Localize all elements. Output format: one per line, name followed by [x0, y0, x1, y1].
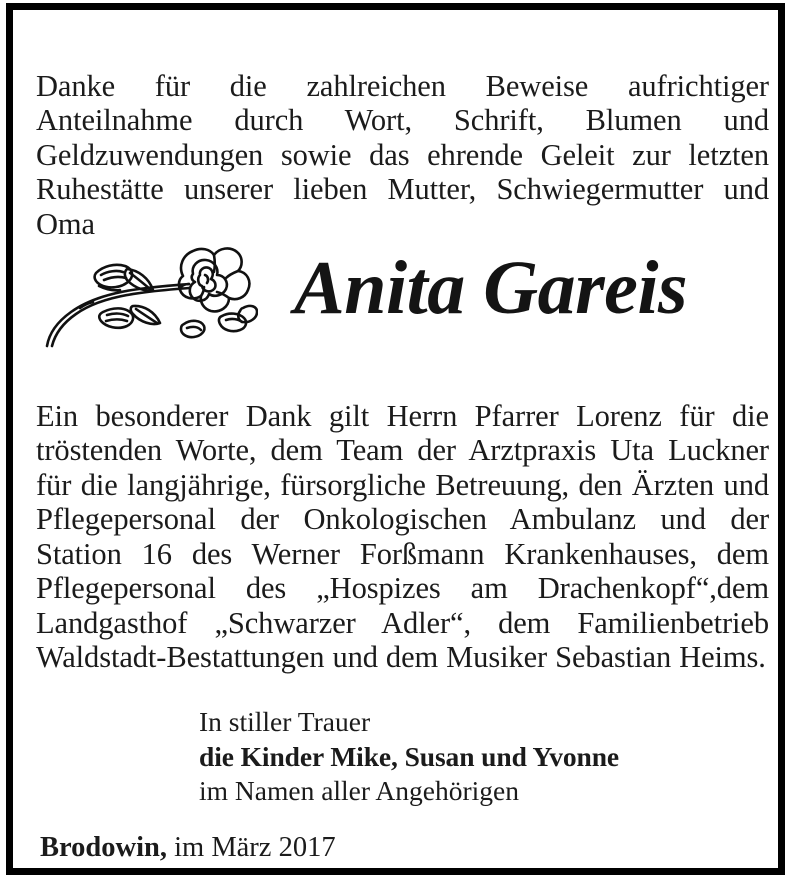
- deceased-name: Anita Gareis: [294, 246, 688, 330]
- mourners-line-relatives: im Namen aller Angehörigen: [199, 775, 519, 806]
- footer-place-and-date: [40, 831, 336, 865]
- name-and-ornament-row: [36, 238, 769, 358]
- notice-inner: [13, 10, 778, 868]
- footer-place: Brodowin,: [40, 832, 167, 863]
- mourners-line-in-stiller-trauer: In stiller Trauer: [199, 706, 371, 737]
- mourners-block: [199, 705, 619, 809]
- opening-paragraph: Danke für die zahlreichen Beweise aufrichtiger Anteilnahme durch Wort, Schrift, Blumen und Geldzuwendungen sowie das ehrende Geleit zur letzten Ruhestätte unserer lieben Mutter, Schwiegermutter und Oma: [36, 68, 769, 241]
- thanks-paragraph: Ein besonderer Dank gilt Herrn Pfarrer Lorenz für die tröstenden Worte, dem Team der Arztpraxis Uta Luckner für die langjährige, fürsorgliche Betreuung, den Ärzten und Pflegepersonal der Onkologischen Ambulanz und der Station 16 des Werner Forßmann Krankenhauses, dem Pflegepersonal des „Hospizes am Drachenkopf“,dem Landgasthof „Schwarzer Adler“, dem Familienbetrieb Waldstadt-Bestattungen und dem Musiker Sebastian Heims.: [36, 398, 769, 674]
- mourners-line-children: die Kinder Mike, Susan und Yvonne: [199, 740, 620, 772]
- footer-date: im März 2017: [174, 832, 336, 863]
- memorial-notice-card: [6, 3, 785, 875]
- rose-illustration-icon: [43, 242, 258, 352]
